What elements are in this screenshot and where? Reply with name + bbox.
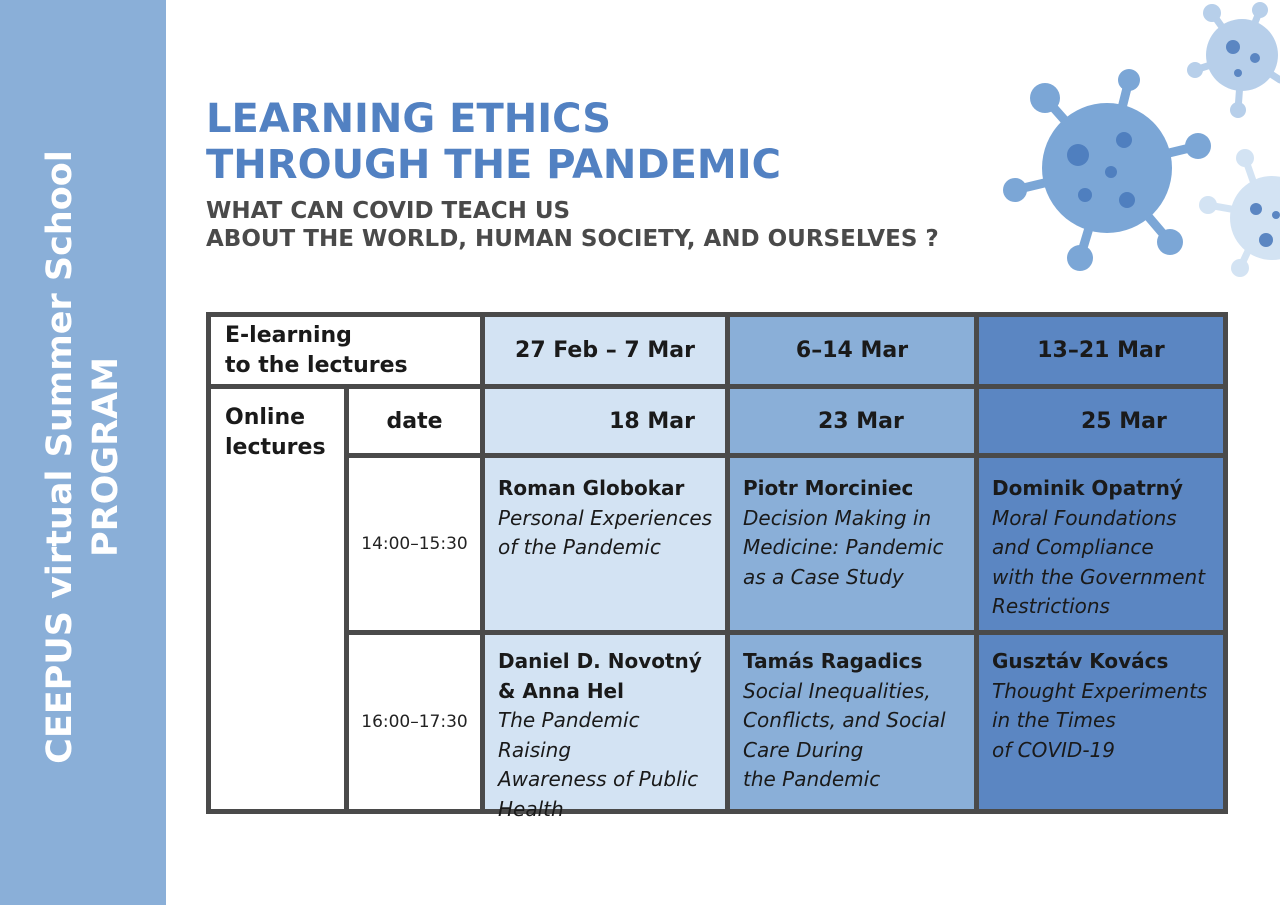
elearning-label-line2: to the lectures <box>225 353 408 378</box>
lecturer-name: Piotr Morciniec <box>743 476 914 500</box>
lecture-topic-line: Thought Experiments <box>992 678 1208 703</box>
lecture-topic-line: with the Government <box>992 564 1206 589</box>
sidebar-title <box>37 150 129 764</box>
virus-illustration <box>990 0 1280 280</box>
lecturer-name: Roman Globokar <box>498 476 685 500</box>
sidebar <box>0 0 166 905</box>
lecture-topic-line: Care During <box>743 737 864 762</box>
online-lectures-label-cell <box>206 384 349 814</box>
lecturer-name: Dominik Opatrný <box>992 476 1183 500</box>
lecture-topic-line: the Pandemic <box>743 767 881 791</box>
title-line1: LEARNING ETHICS <box>206 96 612 142</box>
lecture-topic-line: as a Case Study <box>743 564 904 589</box>
lecture-topic-line: Awareness of Public <box>498 767 699 791</box>
elearning-label-line1: E-learning <box>225 323 352 348</box>
virus-icon-large <box>1003 69 1211 271</box>
lecturer-name: & Anna Hel <box>498 678 624 703</box>
lecture-topic-line: Restrictions <box>992 594 1110 618</box>
page-title <box>206 96 781 188</box>
period-col1: 27 Feb – 7 Mar <box>480 312 730 389</box>
lecture-cell <box>974 630 1228 814</box>
lecture-topic-line: of the Pandemic <box>498 535 661 559</box>
lecturer-name: Tamás Ragadics <box>743 649 923 673</box>
lecture-topic-line: and Compliance <box>992 535 1154 559</box>
date-label-cell: date <box>344 384 485 458</box>
title-line2: THROUGH THE PANDEMIC <box>206 142 781 188</box>
sidebar-title-line1: CEEPUS virtual Summer School <box>40 150 80 764</box>
lecture-topic-line: Conflicts, and Social <box>743 708 946 732</box>
lecture-cell <box>725 453 979 635</box>
date-col1: 18 Mar <box>480 384 730 458</box>
virus-icon-bottom-right <box>1199 149 1280 277</box>
lecture-topic-line: of COVID-19 <box>992 737 1115 762</box>
lecture-cell <box>974 453 1228 635</box>
lecture-topic-line: Personal Experiences <box>498 505 713 530</box>
date-col2: 23 Mar <box>725 384 979 458</box>
lecturer-name: Gusztáv Kovács <box>992 649 1169 673</box>
time-slot-2: 16:00–17:30 <box>344 630 485 814</box>
subtitle-line1: WHAT CAN COVID TEACH US <box>206 198 571 224</box>
online-label-line2: lectures <box>225 435 326 460</box>
subtitle-line2: ABOUT THE WORLD, HUMAN SOCIETY, AND OURSELVES ? <box>206 226 939 252</box>
virus-icon-top-right <box>1187 2 1280 118</box>
lecture-topic-line: Decision Making in <box>743 505 932 530</box>
elearning-label-cell <box>206 312 485 389</box>
page-subtitle <box>206 197 939 253</box>
period-col2: 6–14 Mar <box>725 312 979 389</box>
lecture-topic-line: Health <box>498 796 564 821</box>
lecture-cell <box>725 630 979 814</box>
lecture-topic-line: The Pandemic Raising <box>498 708 640 762</box>
period-col3: 13–21 Mar <box>974 312 1228 389</box>
time-slot-1: 14:00–15:30 <box>344 453 485 635</box>
lecture-topic-line: Medicine: Pandemic <box>743 535 944 559</box>
lecture-topic-line: in the Times <box>992 708 1116 732</box>
lecture-topic-line: Social Inequalities, <box>743 678 931 703</box>
lecture-cell <box>480 453 730 635</box>
sidebar-title-line2: PROGRAM <box>86 357 126 557</box>
date-col3: 25 Mar <box>974 384 1228 458</box>
lecture-cell <box>480 630 730 821</box>
program-table <box>206 312 1228 821</box>
online-label-line1: Online <box>225 405 306 430</box>
lecture-topic-line: Moral Foundations <box>992 505 1177 530</box>
lecturer-name: Daniel D. Novotný <box>498 649 702 673</box>
